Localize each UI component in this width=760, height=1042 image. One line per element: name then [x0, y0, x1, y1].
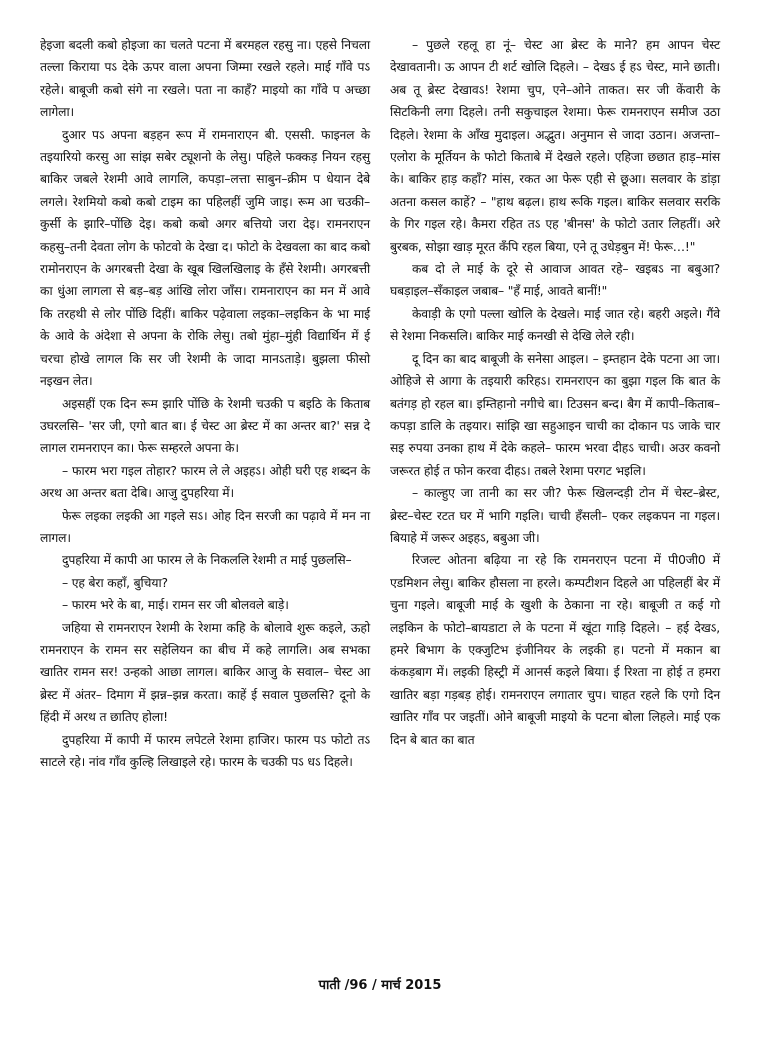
paragraph: हेइजा बदली कबो होइजा का चलते पटना में बरमहल रहसु ना। एहसे निचला तल्ला किराया पऽ देके ऊपर वाला अपना जिम्मा रखले रहले। माई गाँवे पऽ रहेले। बाबूजी कबो संगे ना रखले। पता ना काहँ? माइयो का गाँवे प अच्छा लागेला। — [40, 38, 370, 120]
page-footer — [0, 975, 760, 993]
left-column — [40, 34, 370, 773]
paragraph: कब दो ले माई के दूरे से आवाज आवत रहे– खइबऽ ना बबुआ? घबड़ाइल–सँकाइल जबाब– "हँ माई, आवते बानीं!" — [390, 262, 720, 299]
paragraph: – फारम भरे के बा, माई। रामन सर जी बोलवले बाड़े। — [62, 598, 289, 613]
issue-date: मार्च 2015 — [381, 978, 442, 993]
magazine-name: पाती — [318, 978, 341, 993]
paragraph: दुपहरिया में कापी आ फारम ले के निकललि रेशमी त माई पुछलसि– — [62, 553, 352, 568]
paragraph: दुआर पऽ अपना बड़हन रूप में रामनाराएन बी. एससी. फाइनल के तइयारियो करसु आ सांझ सबेर ट्यूशनो के लेसु। पहिले फक्कड़ नियन रहसु बाकिर जबले रेशमी आवे लागलि, कपड़ा–लत्ता साबुन–क्रीम प धेयान देबे लगले। रेशमियो कबो कबो टाइम का पहिलहीं जुमि जाइ। रूम आ चउकी–कुर्सी के झारि–पोंछि देइ। कबो कबो अगर बत्तियो जरा देइ। रामनराएन कहसु–तनी देवता लोग के फोटवो के देखा द। फोटो के देखवला का बाद कबो रामोनराएन के अगरबत्ती देखा के खूब खिलखिलाइ के हँसे रेशमी। अगरबत्ती का धुंआ लागला से बड़–बड़ आंखि लोरा जाँस। रामनाराएन का मन में आवे कि तरहथी से लोर पोंछि दिहीं। बाकिर पढ़ेवाला लइका–लइकिन के भा माई के आवे के अंदेशा से अपना के रोकि लेसु। तबो मुंहा–मुंही विद्यार्थिन में ई चरचा होखे लागल कि सर जी रेशमी के जादा मानऽताड़े। बुझला फीसो नइखन लेत। — [40, 127, 370, 389]
text-columns — [40, 34, 720, 773]
paragraph: रिजल्ट ओतना बढ़िया ना रहे कि रामनराएन पटना में पी0जी0 में एडमिशन लेसु। बाकिर हौसला ना हरले। कम्पटीशन दिहले आ पहिलहीं बेर में चुना गइले। बाबूजी माई के खुशी के ठेकाना ना रहे। बाबूजी त कई गो लइकिन के फोटो–बायडाटा ले के पटना में खूंटा गाड़ि दिहले। – हई देखऽ, हमरे बिभाग के एक्जुटिभ इंजीनियर के लइकी ह। पटनो में मकान बा कंकड़बाग में। लइकी हिस्ट्री में आनर्स कइले बिया। ई रिश्ता ना होई त हमरा खातिर बड़ा गड़बड़ होई। रामनराएन लगातार चुप। चाहत रहले कि एगो दिन खातिर गाँव पर जइतीं। ओने बाबूजी माइयो के पटना बोला लिहले। माई एक दिन बे बात का बात — [390, 553, 720, 747]
paragraph: – पुछले रहलू हा नूं– चेस्ट आ ब्रेस्ट के माने? हम आपन चेस्ट देखावतानी। ऊ आपन टी शर्ट खोलि दिहले। – देखऽ ई हऽ चेस्ट, माने छाती। अब तू ब्रेस्ट देखावऽ! रेशमा चुप, एने–ओने ताकत। सर जी केंवारी के सिटकिनी लगा दिहले। तनी सकुचाइल रेशमा। फेरू रामनराएन समीज उठा दिहले। रेशमा के आँख मुदाइल। अद्भुत। अनुमान से जादा उठान। अजन्ता–एलोरा के मूर्तियन के फोटो किताबे में देखले रहले। एहिजा छछात हाड़–मांस के। बाकिर हाड़ कहाँ? मांस, रकत आ फेरू एही से छूआ। सलवार के डांड़ा अतना कसल काहें? – "हाथ बढ़ल। हाथ रूकि गइल। बाकिर सलवार सरकि के गिर गइल रहे। कैमरा रहित तऽ एह 'बीनस' के फोटो उतार लिहतीं। अरे बुरबक, सोझा खाड़ मूरत कँपि रहल बिया, एने तू उधेड़बुन में! फेरू…!" — [390, 38, 720, 254]
right-column — [390, 34, 720, 773]
paragraph: – फारम भरा गइल तोहार? फारम ले ले अइहऽ। ओही घरी एह शब्दन के अरथ आ अन्तर बता देबि। आजु दुपहरिया में। — [40, 463, 370, 501]
paragraph: केवाड़ी के एगो पल्ला खोलि के देखले। माई जात रहे। बहरी अइले। गैंवे से रेशमा निकसलि। बाकिर माई कनखी से देखि लेले रही। — [390, 306, 720, 344]
paragraph: – एह बेरा कहाँ, बुचिया? — [62, 575, 168, 590]
paragraph: फेरू लइका लइकी आ गइले सऽ। ओह दिन सरजी का पढ़ावे में मन ना लागल। — [40, 508, 370, 545]
paragraph: दुपहरिया में कापी में फारम लपेटले रेशमा हाजिर। फारम पऽ फोटो तऽ साटले रहे। नांव गाँव कुल्हि लिखाइले रहे। फारम के चउकी पऽ धऽ दिहले। — [40, 732, 370, 769]
paragraph: अइसहीं एक दिन रूम झारि पोंछि के रेशमी चउकी प बइठि के किताब उघरलसि– 'सर जी, एगो बात बा। ई चेस्ट आ ब्रेस्ट में का अन्तर बा?' सन्न दे लागल रामनराएन का। फेरू सम्हरले अपना के। — [40, 396, 370, 456]
paragraph: जहिया से रामनराएन रेशमी के रेशमा कहि के बोलावे शुरू कइले, ऊहो रामनराएन के रामन सर सहेलियन का बीच में कहे लागलि। अब सभका खातिर रामन सर! उन्हको आछा लागल। बाकिर आजु के सवाल– चेस्ट आ ब्रेस्ट में अंतर– दिमाग में झन्न–झन्न करता। काहें ई सवाल पुछलसि? दूनो के हिंदी में अरथ त छातिए होला! — [40, 620, 370, 725]
paragraph: दू दिन का बाद बाबूजी के सनेसा आइल। – इम्तहान देके पटना आ जा। ओहिजे से आगा के तइयारी करिहऽ। रामनराएन का बुझा गइल कि बात के बतंगड़ हो रहल बा। इम्तिहानो नगीचे बा। टिउसन बन्द। बैग में कापी–किताब–कपड़ा डालि के तइयार। सांझि खा सहुआइन चाची का दोकान पऽ जाके चार सइ रुपया उनका हाथ में देके कहले– फारम भरवा दीहऽ चाची। अउर कवनो जरूरत होई त फोन करवा दीहऽ। तबले रेशमा परगट भइलि। — [390, 351, 720, 478]
page-number: /96 / — [344, 978, 377, 993]
paragraph: – काल्हुए जा तानी का सर जी? फेरू खिलन्दड़ी टोन में चेस्ट–ब्रेस्ट, ब्रेस्ट–चेस्ट रटत घर में भागि गइलि। चाची हँसली– एकर लइकपन ना गइल। बियाहे में जरूर अइहऽ, बबुआ जी। — [390, 486, 720, 545]
